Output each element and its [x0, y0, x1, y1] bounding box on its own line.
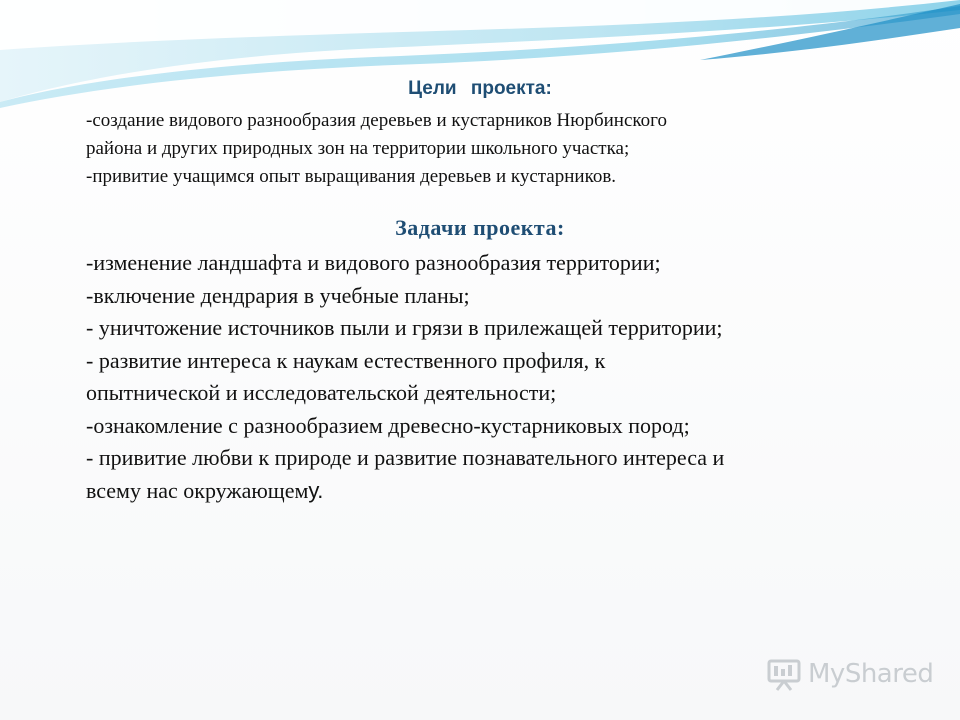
goals-line: -привитие учащимся опыт выращивания деревьев и кустарников. [86, 166, 617, 187]
goals-list [86, 107, 886, 191]
tasks-line: - уничтожение источников пыли и грязи в прилежащей территории; [86, 315, 723, 340]
goals-line: -создание видового разнообразия деревьев и кустарников Нюрбинского [86, 110, 667, 131]
tasks-last-line-end: у. [308, 477, 324, 503]
tasks-list [86, 247, 886, 507]
goals-line: района и других природных зон на территории школьного участка; [86, 138, 630, 159]
myshared-watermark [766, 655, 933, 693]
tasks-line: - привитие любви к природе и развитие познавательного интереса и [86, 445, 725, 470]
tasks-line: -включение дендрария в учебные планы; [86, 282, 470, 308]
tasks-line: -изменение ландшафта и видового разнообразия территории; [86, 250, 661, 275]
goals-title: Цели проекта: [408, 78, 552, 99]
tasks-line: опытнической и исследовательской деятельности; [86, 380, 557, 405]
presentation-screen-icon [766, 656, 802, 692]
watermark-text: MyShared [808, 659, 934, 689]
tasks-line: -ознакомление с разнообразием древесно-кустарниковых пород; [86, 412, 690, 438]
tasks-last-line [86, 475, 886, 508]
tasks-title: Задачи проекта: [395, 215, 565, 240]
tasks-last-line-start: всему нас окружающем [86, 477, 309, 503]
tasks-line: - развитие интереса к наукам естественного профиля, к [86, 347, 606, 373]
